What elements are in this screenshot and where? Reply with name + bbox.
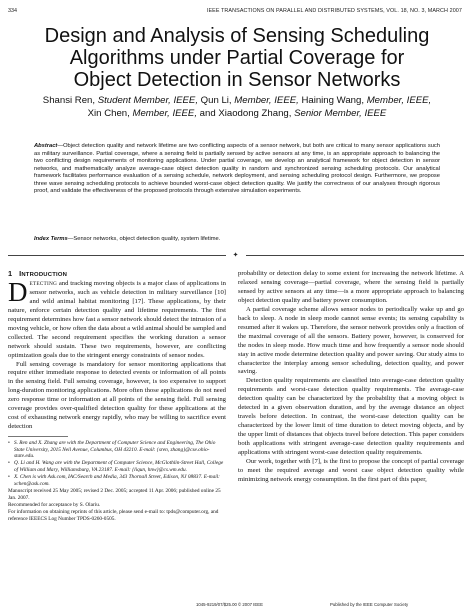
author-role: Member, IEEE, [366,95,432,106]
section-separator [8,251,464,259]
intro-paragraph-1 [8,276,226,361]
footnote-item [8,460,226,474]
title-line-3: Object Detection in Sensor Networks [73,69,401,91]
paragraph: probability or detection delay to some extent for increasing the network lifetime. A relaxed sensing coverage—partial coverage, where the sensing field is partially sensed by active sensors at any time—is a more appropriate approach to balancing object detection quality and battery power consumption. [238,270,464,304]
page-number: 334 [8,8,17,14]
author-name: Haining Wang, [298,95,367,106]
paragraph: Detection quality requirements are classified into average-case detection quality requirements and worst-case detection quality requirements. The average-case detection quality can be characterized by the probability that a moving object is detected in a given observation duration, and by the average distance an object travels before detection. In contrast, the worst-case detection quality can be characterized by the lower limit of time duration to detect moving objects, and by the upper limit of distances that objects travel before detection. This paper considers both applications with stringent average-case detection quality requirements and applications with stringent worst-case detection quality requirements. [238,377,464,457]
author-role: Student Member, IEEE, [97,95,198,106]
section-number: 1 [8,269,13,278]
separator-line [8,255,226,256]
paragraph: Our work, together with [7], is the first to propose the concept of partial coverage to meet the required average and worst case object detection quality while minimizing network energy consumption. In the first part of this paper, [238,458,464,483]
bullet-icon: • [8,460,10,467]
reprints-note: For information on obtaining reprints of this article, please send e-mail to: tpds@computer.org, and reference IEEECS Log Number TPDS-0260-0505. [8,508,219,522]
author-name: Shansi Ren, [42,95,98,106]
author-list [20,95,454,120]
abstract [34,143,440,196]
author-name: Xin Chen, [87,107,133,119]
intro-paragraph-2: Full sensing coverage is mandatory for sensor monitoring applications that require either immediate response to detected events or information of all points in the sensing field. Full sensing coverage, however, is too expensive to support long-duration monitoring applications. More often those applications do not need zero response time or information at all points of the sensing field. Full sensing coverage provides over-qualified detection quality for these applications at the cost of exhausting network energy rapidly, who may be willing to sacrifice event detection [8,360,226,431]
manuscript-note: Manuscript received 25 May 2005; revised 2 Dec. 2005; accepted 11 Apr. 2006; published online 25 Jan. 2007. [8,488,221,501]
footnote-text: X. Chen is with Ask.com, IAC/Search and Media, 343 Thornall Street, Edison, NJ 08837. E-mail: xchen@ask.com. [14,474,220,488]
abstract-label: Abstract [34,143,58,149]
footnote-text: S. Ren and X. Zhang are with the Department of Computer Science and Engineering, The Ohio State University, 2015 Neil Avenue, Columbus, OH 43210. E-mail: {sren, zhang}@cse.ohio-state.edu. [14,439,216,460]
diamond-ornament-icon: ✦ [232,250,239,259]
author-role: Member, IEEE, [132,107,197,119]
title-line-1: Design and Analysis of Sensing Scheduling [44,25,430,47]
footnote-item [8,440,226,461]
issn-footer: 1045-9219/07/$25.00 © 2007 IEEE [196,602,263,607]
right-column [238,270,464,485]
author-role: Senior Member, IEEE [294,107,387,119]
journal-header: IEEE TRANSACTIONS ON PARALLEL AND DISTRIBUTED SYSTEMS, VOL. 18, NO. 3, MARCH 2007 [206,8,462,14]
paper-title [20,25,454,91]
drop-cap: D [8,276,28,307]
index-terms-text: —Sensor networks, object detection quality, system lifetime. [67,236,221,242]
section-title-rest: NTRODUCTION [21,272,68,278]
section-heading [8,270,226,280]
footnote-item [8,474,226,488]
bullet-icon: • [8,439,10,446]
publisher-footer: Published by the IEEE Computer Society [330,602,409,607]
running-head [8,8,462,18]
abstract-text: —Object detection quality and network lifetime are two conflicting aspects of a sensor network, but both are critical to many sensor applications such as military surveillance. Partial coverage, where a sensing field is partially sensed by active sensors at any time, is an appropriate approach to balancing the two conflicting design requirements of monitoring applications. Under partial coverage, we develop an analytical framework for object detection in sensor networks, and mathematically analyze average-case object detection quality in random and synchronized sensing scheduling protocols. Our analytical framework facilitates performance evaluation of a sensing schedule, network deployment, and sensing scheduling protocol design. Furthermore, we propose three wave sensing scheduling protocols to achieve bounded worst-case object detection quality. We justify the correctness of our analyses through rigorous proof, and validate the effectiveness of the proposed protocols through extensive simulation experiments. [34,143,440,195]
index-terms-label: Index Terms [34,236,68,242]
footnotes [8,440,226,523]
separator-line [246,255,464,256]
author-role: Member, IEEE, [234,95,299,106]
index-terms [34,236,440,244]
footnote-text: Q. Li and H. Wang are with the Department of Computer Science, McGlothlin-Street Hall, College of William and Mary, Williamsburg, VA 23187. E-mail: {liqun, hnw}@cs.wm.edu. [14,460,224,474]
author-name: Qun Li, [198,95,235,106]
intro-smallcaps: ETECTING [29,280,57,287]
recommended-note: Recommended for acceptance by S. Olariu. [8,501,101,508]
left-column [8,270,226,523]
bullet-icon: • [8,474,10,481]
title-line-2: Algorithms under Partial Coverage for [69,47,405,69]
paragraph: A partial coverage scheme allows sensor nodes to periodically wake up and go back to sleep. A node in sleep mode cannot sense events; its sensing capability is resumed after it wakes up. Therefore, the sensor network provides only a fraction of the maximal coverage of all the sensors. Battery power, however, is conserved for the nodes in sleep mode. How much time and how frequently a sensor node should stay in active mode determine detection quality and power saving. Our study aims to characterize the interplay among sensor scheduling, detection quality, and power saving. [238,305,464,376]
section-title-initial: I [19,269,22,278]
intro-text: and tracking moving objects is a major class of applications in sensor networks, such as vehicle detection in military surveillance [10] and wild animal habitat monitoring [17]. These applications, by their nature, enforce certain detection quality and lifetime requirements. The first requirement determines how fast a sensor network should detect the intrusion of a moving vehicle, or how often the data about a wild animal should be sampled and collected. The second requirement specifies the working duration a sensor network should sustain. These two requirements, however, are conflicting optimization goals due to the stringent energy constraints of sensor nodes. [8,279,226,359]
footnote-rule [8,436,68,437]
author-name: and Xiaodong Zhang, [196,107,295,119]
